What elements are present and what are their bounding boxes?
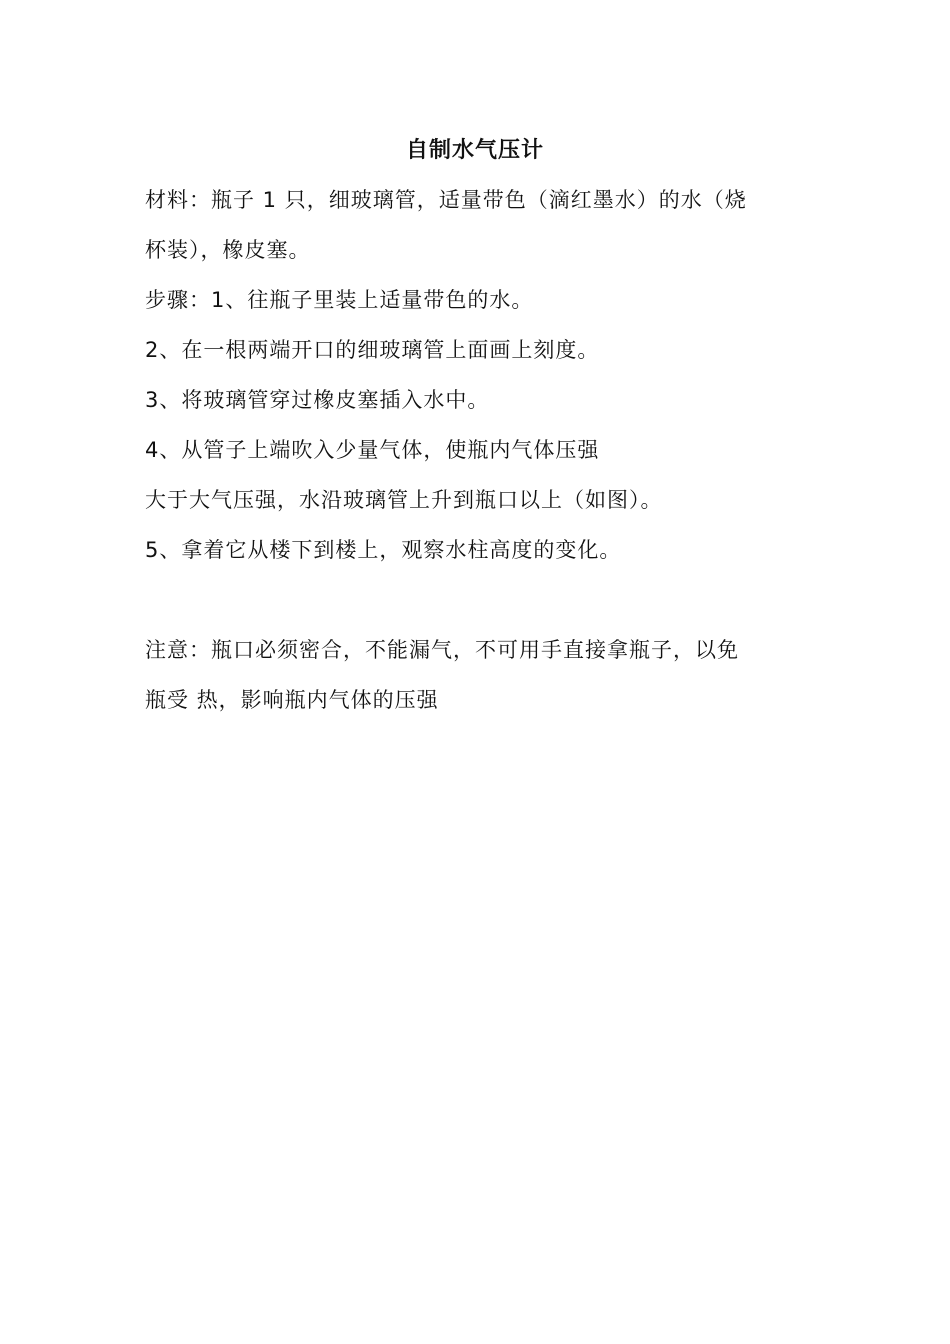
materials-line-1: 材料：瓶子 1 只，细玻璃管，适量带色（滴红墨水）的水（烧 xyxy=(145,188,747,212)
step-4-line-1: 4、从管子上端吹入少量气体，使瓶内气体压强 xyxy=(145,438,600,462)
note-line-1: 注意：瓶口必须密合，不能漏气，不可用手直接拿瓶子，以免 xyxy=(145,638,739,662)
note-line-2: 瓶受 热，影响瓶内气体的压强 xyxy=(145,688,439,712)
step-5-line: 5、拿着它从楼下到楼上，观察水柱高度的变化。 xyxy=(145,538,622,562)
materials-line-2: 杯装），橡皮塞。 xyxy=(145,238,311,262)
step-1-line: 步骤：1、往瓶子里装上适量带色的水。 xyxy=(145,288,534,312)
step-3-line: 3、将玻璃管穿过橡皮塞插入水中。 xyxy=(145,388,490,412)
step-4-line-2: 大于大气压强，水沿玻璃管上升到瓶口以上（如图）。 xyxy=(145,488,663,512)
step-2-line: 2、在一根两端开口的细玻璃管上面画上刻度。 xyxy=(145,338,600,362)
document-title: 自制水气压计 xyxy=(405,138,544,163)
